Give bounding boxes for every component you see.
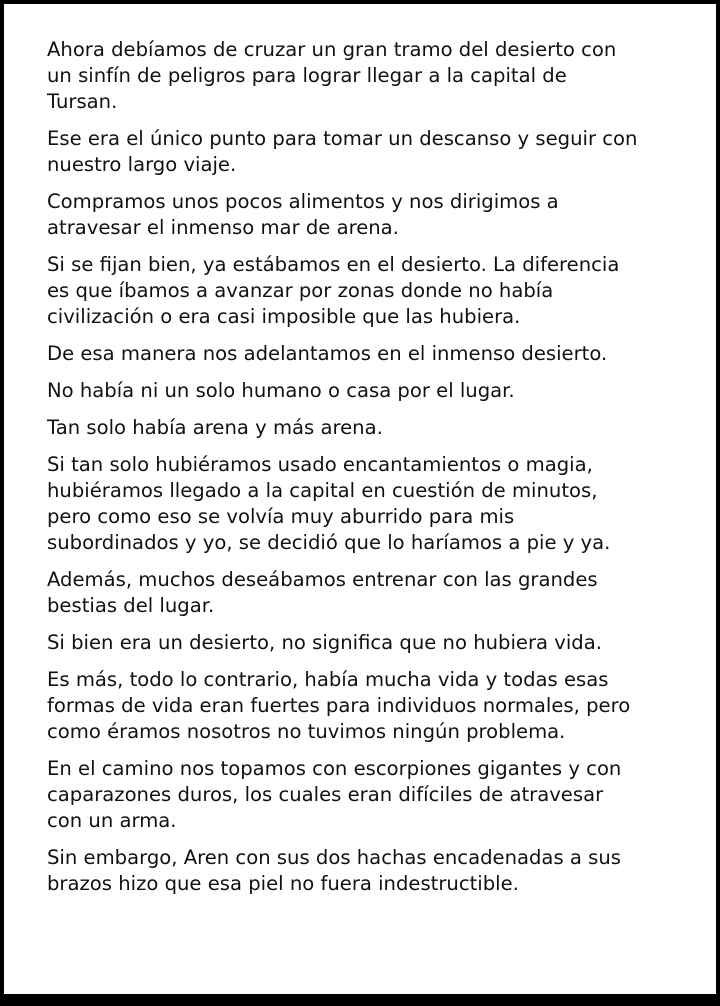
paragraph-12 [47,756,686,834]
text-line: pero como eso se volvía muy aburrido para mis [47,505,515,528]
text-line: un sinfín de peligros para lograr llegar a la capital de [47,64,567,87]
text-line: Si bien era un desierto, no significa que no hubiera vida. [47,631,602,654]
text-line: bestias del lugar. [47,594,215,617]
text-line: es que íbamos a avanzar por zonas donde no había [47,279,554,302]
paragraph-1 [47,37,686,115]
text-line: Es más, todo lo contrario, había mucha vida y todas esas [47,668,609,691]
text-line: En el camino nos topamos con escorpiones gigantes y con [47,757,622,780]
paragraph-5 [47,341,686,367]
text-line: Tan solo había arena y más arena. [47,416,383,439]
text-line: civilización o era casi imposible que las hubiera. [47,305,521,328]
text-line: brazos hizo que esa piel no fuera indestructible. [47,872,519,895]
paragraph-2 [47,126,686,178]
text-line: nuestro largo viaje. [47,153,237,176]
paragraph-7 [47,415,686,441]
document-page [4,4,716,994]
paragraph-10 [47,630,686,656]
text-line: hubiéramos llegado a la capital en cuestión de minutos, [47,479,598,502]
text-line: Compramos unos pocos alimentos y nos dirigimos a [47,190,559,213]
text-line: Además, muchos deseábamos entrenar con las grandes [47,568,598,591]
text-line: caparazones duros, los cuales eran difíciles de atravesar [47,783,604,806]
text-line: No había ni un solo humano o casa por el lugar. [47,379,515,402]
text-line: con un arma. [47,809,177,832]
paragraph-9 [47,567,686,619]
paragraph-3 [47,189,686,241]
text-line: Ese era el único punto para tomar un descanso y seguir con [47,127,638,150]
text-line: atravesar el inmenso mar de arena. [47,216,399,239]
text-line: Si tan solo hubiéramos usado encantamientos o magia, [47,453,593,476]
text-line: De esa manera nos adelantamos en el inmenso desierto. [47,342,608,365]
text-line: Sin embargo, Aren con sus dos hachas encadenadas a sus [47,846,621,869]
paragraph-8 [47,452,686,556]
paragraph-6 [47,378,686,404]
text-line: formas de vida eran fuertes para individuos normales, pero [47,694,631,717]
text-line: Ahora debíamos de cruzar un gran tramo del desierto con [47,38,617,61]
text-line: Si se fijan bien, ya estábamos en el desierto. La diferencia [47,253,620,276]
text-line: como éramos nosotros no tuvimos ningún problema. [47,720,566,743]
paragraph-13 [47,845,686,897]
text-body [47,37,686,897]
text-line: Tursan. [47,90,118,113]
paragraph-11 [47,667,686,745]
text-line: subordinados y yo, se decidió que lo haríamos a pie y ya. [47,531,611,554]
paragraph-4 [47,252,686,330]
